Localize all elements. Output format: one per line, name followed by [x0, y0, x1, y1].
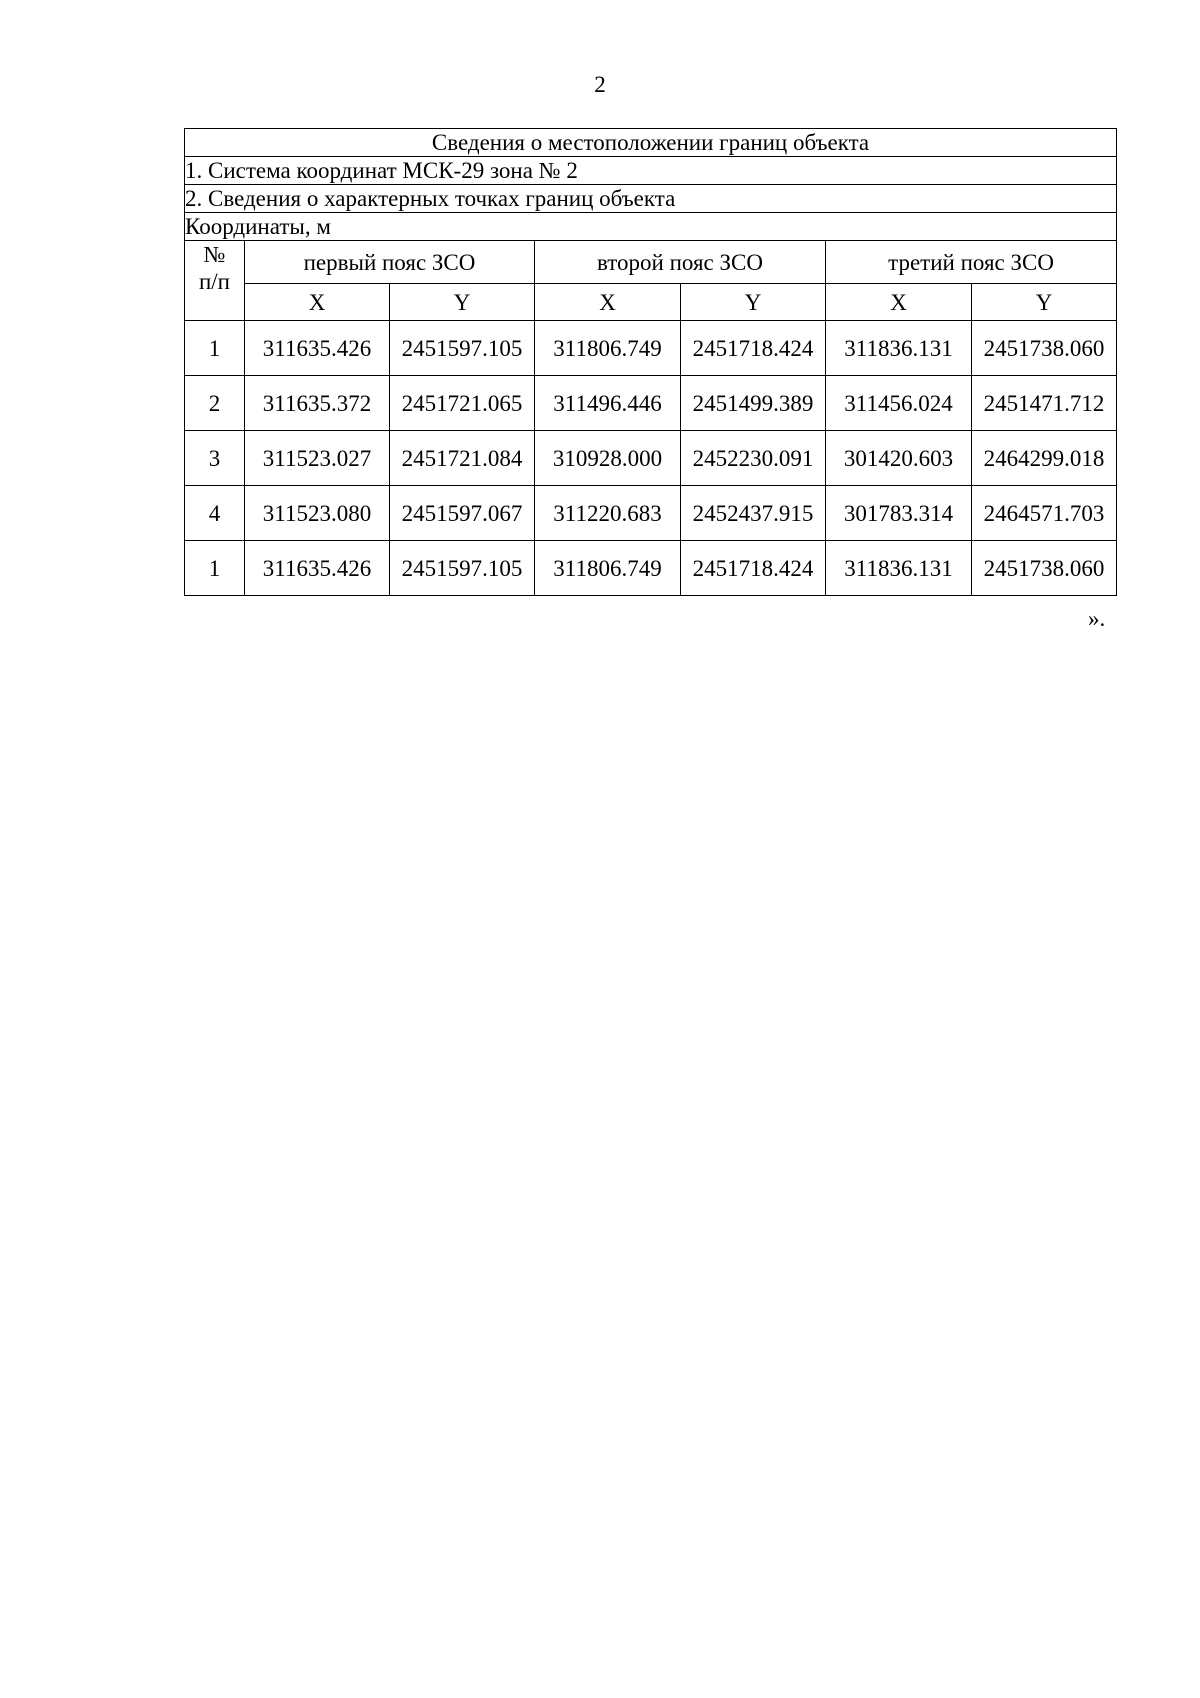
group-header-row: [185, 241, 1117, 284]
axis-header: X: [826, 284, 972, 321]
coordinate-system: 1. Система координат МСК-29 зона № 2: [185, 157, 1117, 185]
number-header-sign: №: [203, 242, 226, 267]
table-row: [185, 486, 1117, 541]
axis-header: Y: [390, 284, 535, 321]
axis-header: X: [245, 284, 390, 321]
number-header-pp: п/п: [198, 269, 230, 294]
coordinate-cell: 311523.080: [245, 486, 390, 541]
coordinate-cell: 2451597.067: [390, 486, 535, 541]
axis-header: Y: [681, 284, 826, 321]
coordinate-cell: 311836.131: [826, 321, 972, 376]
coordinate-cell: 310928.000: [535, 431, 681, 486]
coordinate-cell: 311523.027: [245, 431, 390, 486]
coordinate-system-row: [185, 157, 1117, 185]
group-header-first: первый пояс ЗСО: [245, 241, 535, 284]
coordinate-cell: 2451718.424: [681, 321, 826, 376]
table-title: Сведения о местоположении границ объекта: [185, 129, 1117, 157]
coordinate-cell: 2451738.060: [972, 541, 1117, 596]
coordinate-cell: 311496.446: [535, 376, 681, 431]
coordinate-cell: 2451597.105: [390, 321, 535, 376]
coordinate-cell: 2451471.712: [972, 376, 1117, 431]
group-header-second: второй пояс ЗСО: [535, 241, 826, 284]
table-title-row: [185, 129, 1117, 157]
coordinate-cell: 311806.749: [535, 321, 681, 376]
closing-quote-mark: ».: [1088, 606, 1106, 631]
units-row: [185, 213, 1117, 241]
points-title-row: [185, 185, 1117, 213]
coordinates-table: [184, 128, 1117, 596]
axis-header-row: [185, 284, 1117, 321]
coordinate-cell: 301420.603: [826, 431, 972, 486]
coordinate-cell: 2452437.915: [681, 486, 826, 541]
coordinate-cell: 2451499.389: [681, 376, 826, 431]
coordinate-cell: 2451597.105: [390, 541, 535, 596]
points-title: 2. Сведения о характерных точках границ объекта: [185, 185, 1117, 213]
coordinate-cell: 311456.024: [826, 376, 972, 431]
table-row: [185, 376, 1117, 431]
coordinate-cell: 2464571.703: [972, 486, 1117, 541]
coordinate-cell: 311635.426: [245, 541, 390, 596]
axis-header: X: [535, 284, 681, 321]
table-row: [185, 321, 1117, 376]
coordinate-cell: 311806.749: [535, 541, 681, 596]
coordinate-cell: 2464299.018: [972, 431, 1117, 486]
axis-header: Y: [972, 284, 1117, 321]
units-label: Координаты, м: [185, 213, 1117, 241]
coordinate-cell: 311220.683: [535, 486, 681, 541]
coordinate-cell: 301783.314: [826, 486, 972, 541]
coordinate-cell: 311836.131: [826, 541, 972, 596]
point-number-cell: 1: [185, 321, 245, 376]
point-number-cell: 4: [185, 486, 245, 541]
number-header: [185, 241, 245, 321]
coordinate-cell: 2451738.060: [972, 321, 1117, 376]
point-number-cell: 3: [185, 431, 245, 486]
table-row: [185, 431, 1117, 486]
point-number-cell: 2: [185, 376, 245, 431]
coordinate-cell: 2451718.424: [681, 541, 826, 596]
coordinate-cell: 311635.426: [245, 321, 390, 376]
coordinate-cell: 2451721.065: [390, 376, 535, 431]
coordinate-cell: 2451721.084: [390, 431, 535, 486]
group-header-third: третий пояс ЗСО: [826, 241, 1117, 284]
page-number: 2: [594, 72, 606, 97]
coordinate-cell: 2452230.091: [681, 431, 826, 486]
table-row: [185, 541, 1117, 596]
coordinate-cell: 311635.372: [245, 376, 390, 431]
point-number-cell: 1: [185, 541, 245, 596]
